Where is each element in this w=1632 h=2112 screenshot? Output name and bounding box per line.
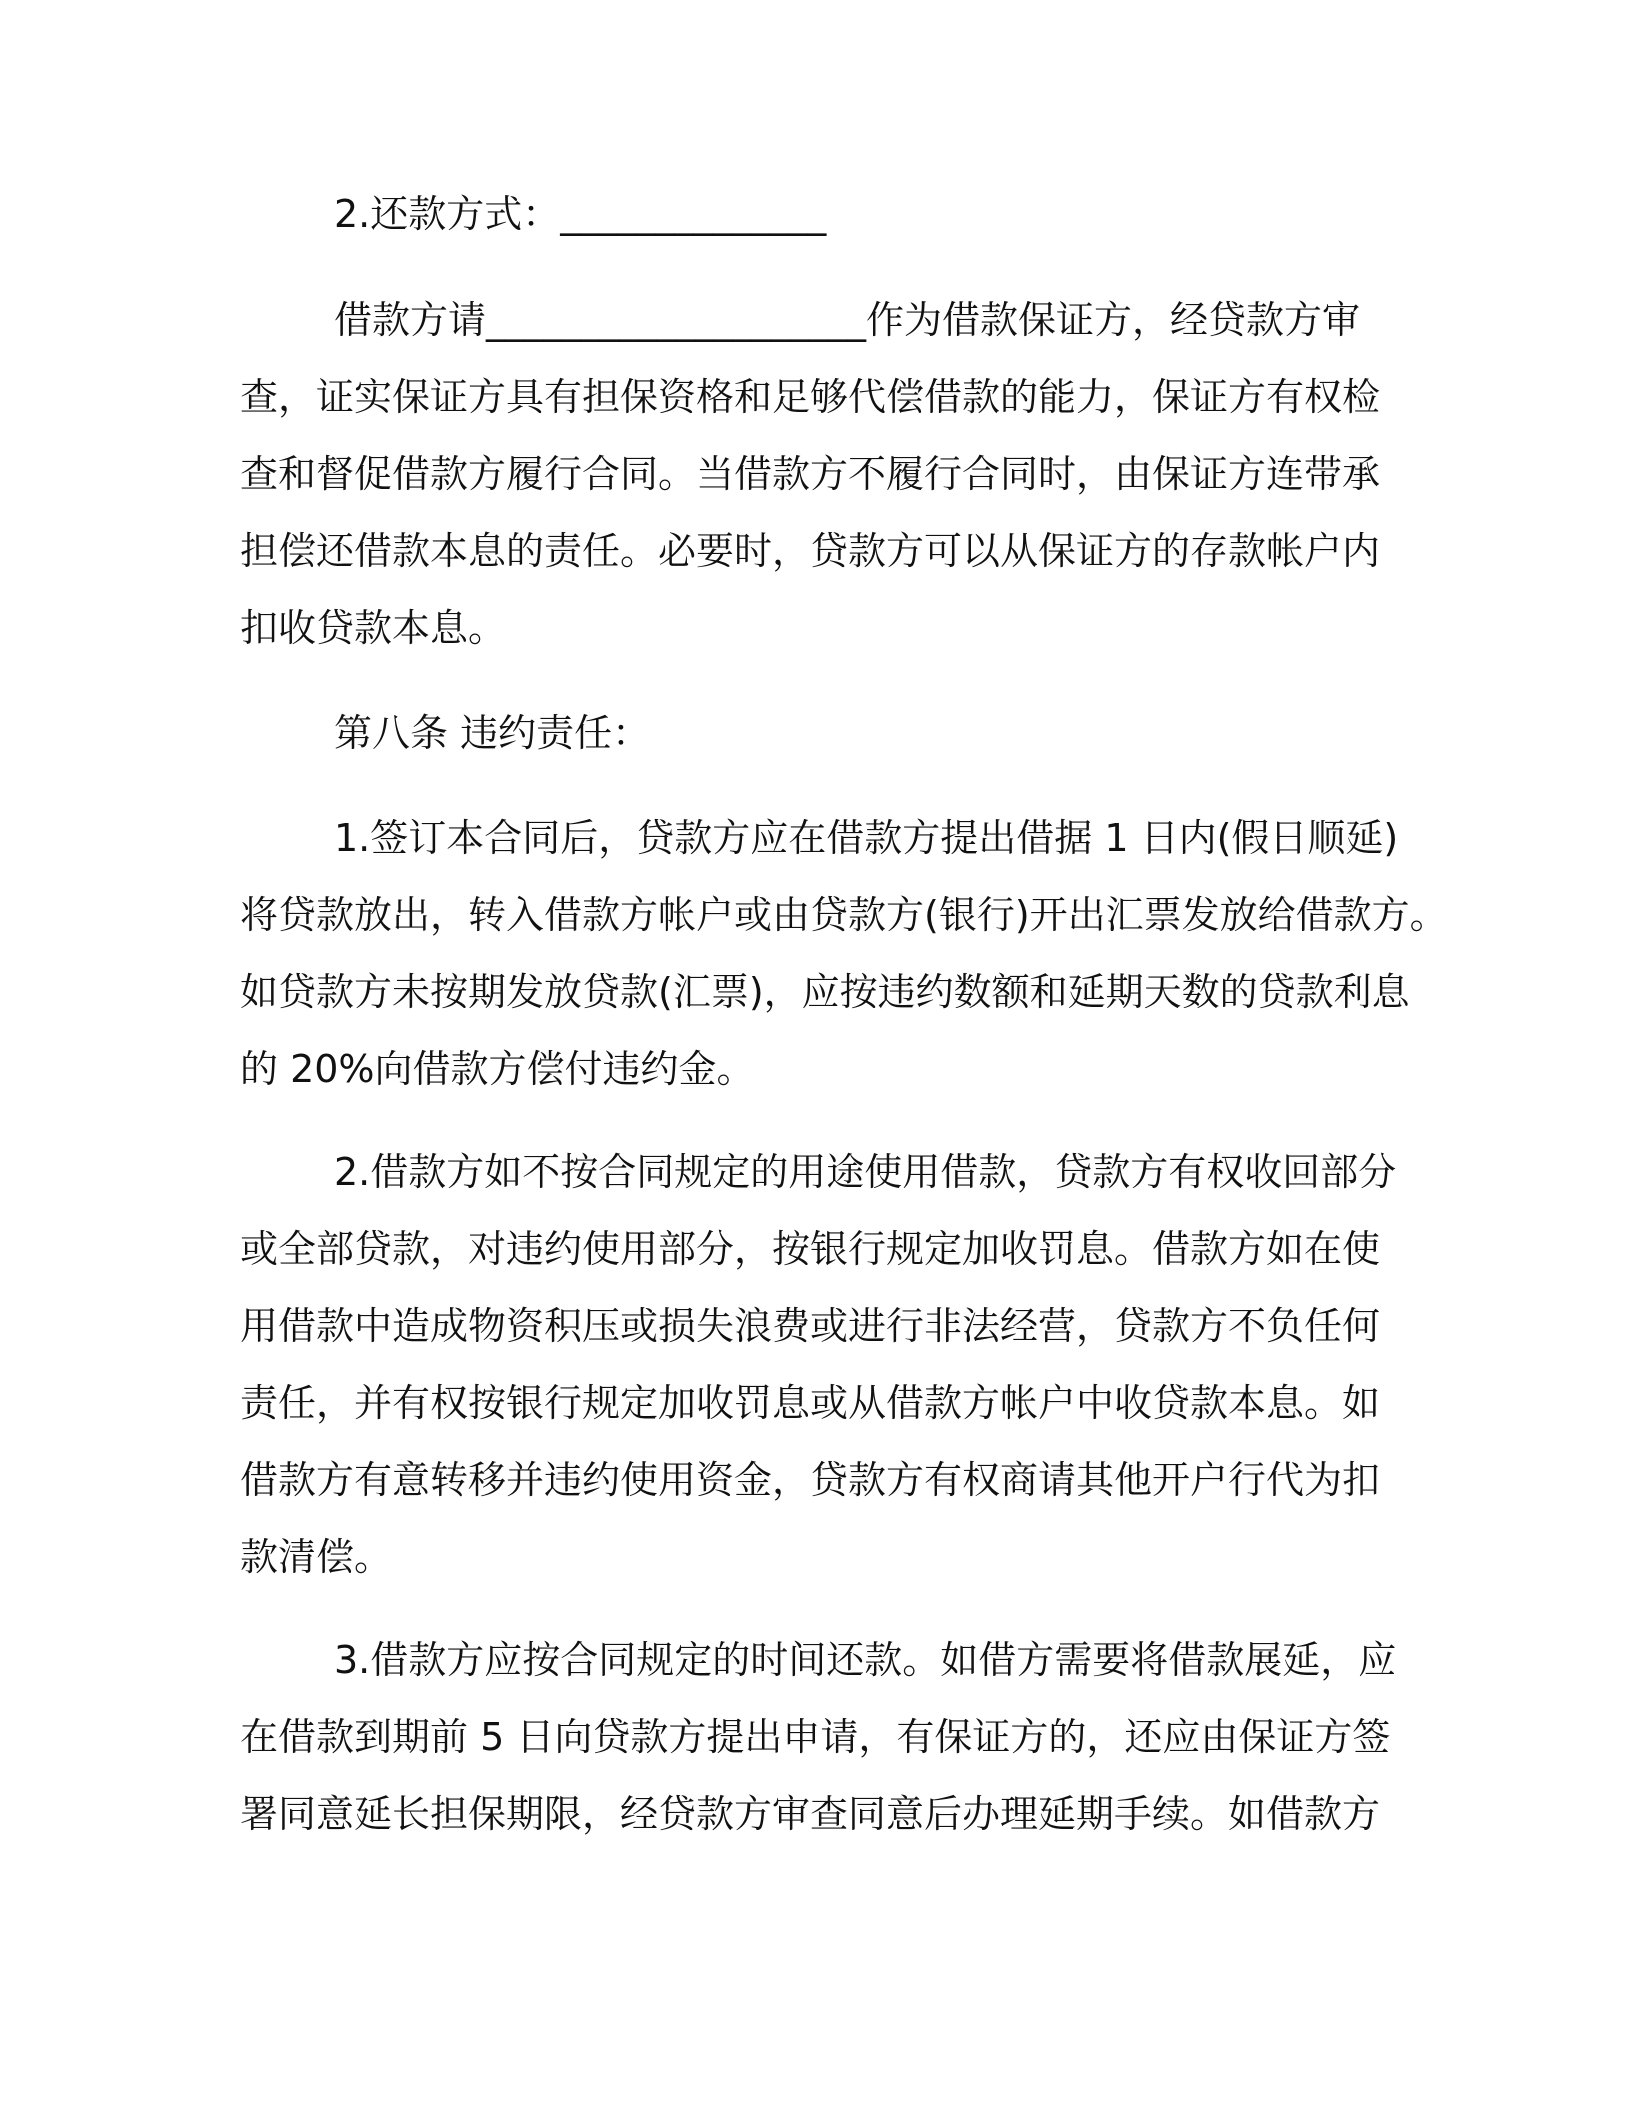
clause-1-line: 将贷款放出，转入借款方帐户或由贷款方(银行)开出汇票发放给借款方。 — [240, 893, 1448, 937]
clause-2-line: 款清偿。 — [240, 1535, 393, 1579]
guarantor-paragraph-line: 借款方请____________________作为借款保证方，经贷款方审 — [334, 298, 1361, 342]
clause-1-line: 的 20%向借款方偿付违约金。 — [240, 1047, 755, 1091]
clause-1-line: 如贷款方未按期发放贷款(汇票)，应按违约数额和延期天数的贷款利息 — [240, 970, 1410, 1014]
clause-1-line: 1.签订本合同后，贷款方应在借款方提出借据 1 日内(假日顺延) — [334, 816, 1399, 860]
guarantor-paragraph-line: 担偿还借款本息的责任。必要时，贷款方可以从保证方的存款帐户内 — [240, 529, 1381, 573]
clause-3-line: 署同意延长担保期限，经贷款方审查同意后办理延期手续。如借款方 — [240, 1792, 1381, 1836]
guarantor-paragraph-line: 扣收贷款本息。 — [240, 606, 507, 650]
guarantor-paragraph-line: 查，证实保证方具有担保资格和足够代偿借款的能力，保证方有权检 — [240, 375, 1381, 419]
clause-2-line: 责任，并有权按银行规定加收罚息或从借款方帐户中收贷款本息。如 — [240, 1381, 1381, 1425]
article-eight-heading: 第八条 违约责任： — [334, 711, 651, 755]
clause-3-line: 3.借款方应按合同规定的时间还款。如借方需要将借款展延，应 — [334, 1638, 1397, 1682]
guarantor-paragraph-line: 查和督促借款方履行合同。当借款方不履行合同时，由保证方连带承 — [240, 452, 1381, 496]
clause-3-line: 在借款到期前 5 日向贷款方提出申请，有保证方的，还应由保证方签 — [240, 1715, 1391, 1759]
clause-2-line: 或全部贷款，对违约使用部分，按银行规定加收罚息。借款方如在使 — [240, 1227, 1381, 1271]
clause-2-line: 2.借款方如不按合同规定的用途使用借款，贷款方有权收回部分 — [334, 1150, 1397, 1194]
repayment-method-line: 2.还款方式：______________ — [334, 192, 827, 236]
clause-2-line: 用借款中造成物资积压或损失浪费或进行非法经营，贷款方不负任何 — [240, 1304, 1381, 1348]
clause-2-line: 借款方有意转移并违约使用资金，贷款方有权商请其他开户行代为扣 — [240, 1458, 1381, 1502]
